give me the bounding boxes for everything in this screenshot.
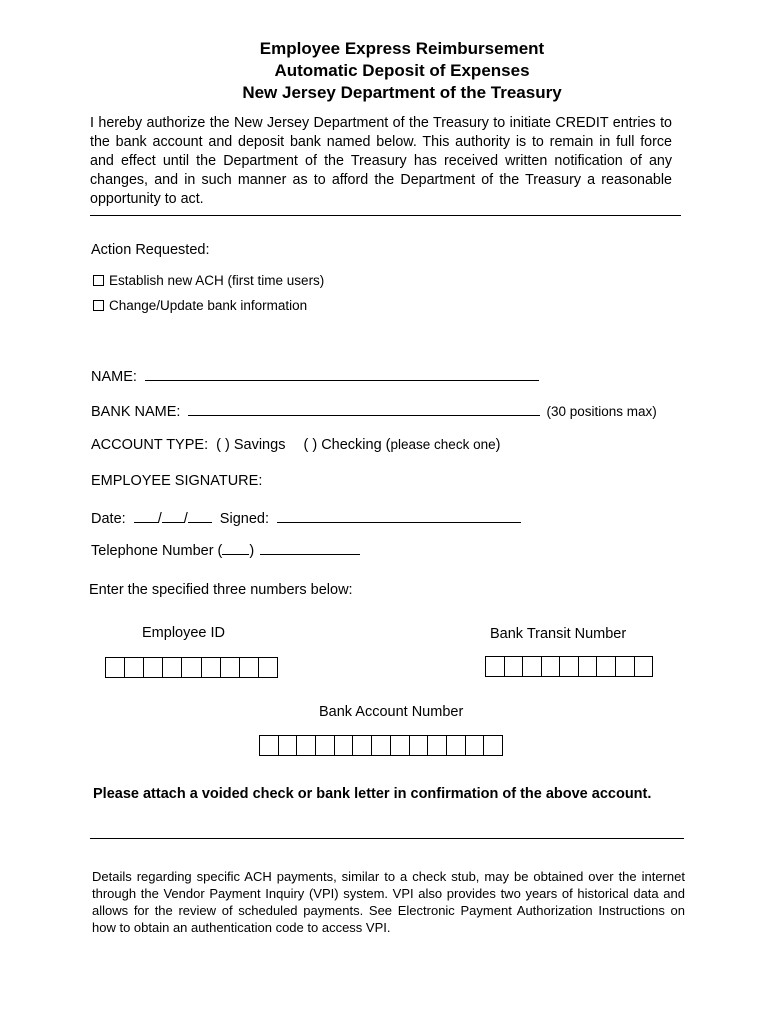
digit-box[interactable] (560, 657, 579, 676)
attach-voided-check-note: Please attach a voided check or bank letter in confirmation of the above account. (93, 786, 652, 802)
digit-box[interactable] (259, 658, 277, 677)
bank-name-row (91, 401, 657, 420)
date-separator-1: / (157, 511, 162, 527)
bank-name-input-line[interactable] (188, 401, 540, 416)
digit-box[interactable] (523, 657, 542, 676)
digit-box[interactable] (353, 736, 372, 755)
title-line-2: Automatic Deposit of Expenses (274, 61, 530, 80)
bank-name-length-note: (30 positions max) (546, 404, 657, 419)
checking-note: please check one (390, 437, 496, 452)
divider-top (90, 215, 681, 216)
digit-box[interactable] (466, 736, 485, 755)
option-change-label: Change/Update bank information (109, 298, 308, 313)
account-type-label: ACCOUNT TYPE: (91, 437, 209, 453)
date-signed-row (91, 508, 521, 527)
telephone-row (91, 540, 360, 559)
digit-box[interactable] (144, 658, 163, 677)
date-separator-2: / (183, 511, 188, 527)
title-line-1: Employee Express Reimbursement (259, 39, 545, 58)
telephone-close-paren: ) (249, 543, 255, 559)
digit-box[interactable] (410, 736, 429, 755)
employee-id-boxes[interactable] (105, 657, 278, 678)
digit-box[interactable] (125, 658, 144, 677)
name-label: NAME: (91, 369, 137, 385)
digit-box[interactable] (335, 736, 354, 755)
digit-box[interactable] (505, 657, 524, 676)
digit-box[interactable] (202, 658, 221, 677)
telephone-area-code-line[interactable] (222, 540, 249, 555)
telephone-label: Telephone Number ( (91, 543, 223, 559)
employee-id-label: Employee ID (142, 625, 226, 641)
digit-box[interactable] (279, 736, 298, 755)
bank-account-boxes[interactable] (259, 735, 503, 756)
option-establish-new-ach[interactable] (93, 273, 324, 288)
name-input-line[interactable] (145, 366, 539, 381)
signature-input-line[interactable] (277, 508, 521, 523)
title-line-3: New Jersey Department of the Treasury (242, 83, 562, 102)
date-label: Date: (91, 511, 126, 527)
date-year-line[interactable] (188, 508, 212, 523)
digit-box[interactable] (447, 736, 466, 755)
bank-transit-boxes[interactable] (485, 656, 653, 677)
bank-transit-label: Bank Transit Number (490, 626, 627, 642)
option-establish-label: Establish new ACH (first time users) (109, 273, 325, 288)
bank-account-label: Bank Account Number (319, 704, 464, 720)
form-title (0, 38, 770, 104)
digit-box[interactable] (106, 658, 125, 677)
digit-box[interactable] (484, 736, 502, 755)
digit-box[interactable] (240, 658, 259, 677)
digit-box[interactable] (221, 658, 240, 677)
option-change-bank-info[interactable] (93, 298, 307, 313)
digit-box[interactable] (182, 658, 201, 677)
digit-box[interactable] (597, 657, 616, 676)
telephone-number-line[interactable] (260, 540, 360, 555)
action-requested-heading: Action Requested: (91, 242, 210, 258)
name-row (91, 366, 539, 385)
digit-box[interactable] (428, 736, 447, 755)
digit-box[interactable] (260, 736, 279, 755)
digit-box[interactable] (616, 657, 635, 676)
employee-signature-label: EMPLOYEE SIGNATURE: (91, 473, 263, 489)
digit-box[interactable] (372, 736, 391, 755)
digit-box[interactable] (297, 736, 316, 755)
account-type-row (91, 437, 500, 453)
date-month-line[interactable] (134, 508, 158, 523)
digit-box[interactable] (316, 736, 335, 755)
signed-label: Signed: (219, 511, 269, 527)
vpi-details-paragraph: Details regarding specific ACH payments, similar to a check stub, may be obtained over the internet through the Vendor Payment Inquiry (VPI) system. VPI also provides two years of historical data and allows for the review of scheduled payments. See Electronic Payment Authorization Instructions on how to obtain an authentication code to access VPI. (92, 869, 685, 935)
bank-name-label: BANK NAME: (91, 404, 181, 420)
divider-bottom (90, 838, 684, 839)
change-bank-info-checkbox[interactable] (93, 300, 104, 311)
authorization-paragraph: I hereby authorize the New Jersey Department of the Treasury to initiate CREDIT entries to the bank account and deposit bank named below. This authority is to remain in full force and effect until the Department of the Treasury has received written notification of any changes, and in such manner as to afford the Department of the Treasury a reasonable opportunity to act. (90, 115, 672, 207)
numbers-instruction: Enter the specified three numbers below: (89, 582, 353, 598)
digit-box[interactable] (163, 658, 182, 677)
checking-note-close: ) (495, 437, 501, 453)
date-day-line[interactable] (162, 508, 184, 523)
checking-option[interactable]: ( ) Checking ( (303, 437, 391, 453)
digit-box[interactable] (635, 657, 653, 676)
establish-new-ach-checkbox[interactable] (93, 275, 104, 286)
digit-box[interactable] (542, 657, 561, 676)
savings-option[interactable]: ( ) Savings (216, 437, 286, 453)
digit-box[interactable] (486, 657, 505, 676)
digit-box[interactable] (391, 736, 410, 755)
digit-box[interactable] (579, 657, 598, 676)
